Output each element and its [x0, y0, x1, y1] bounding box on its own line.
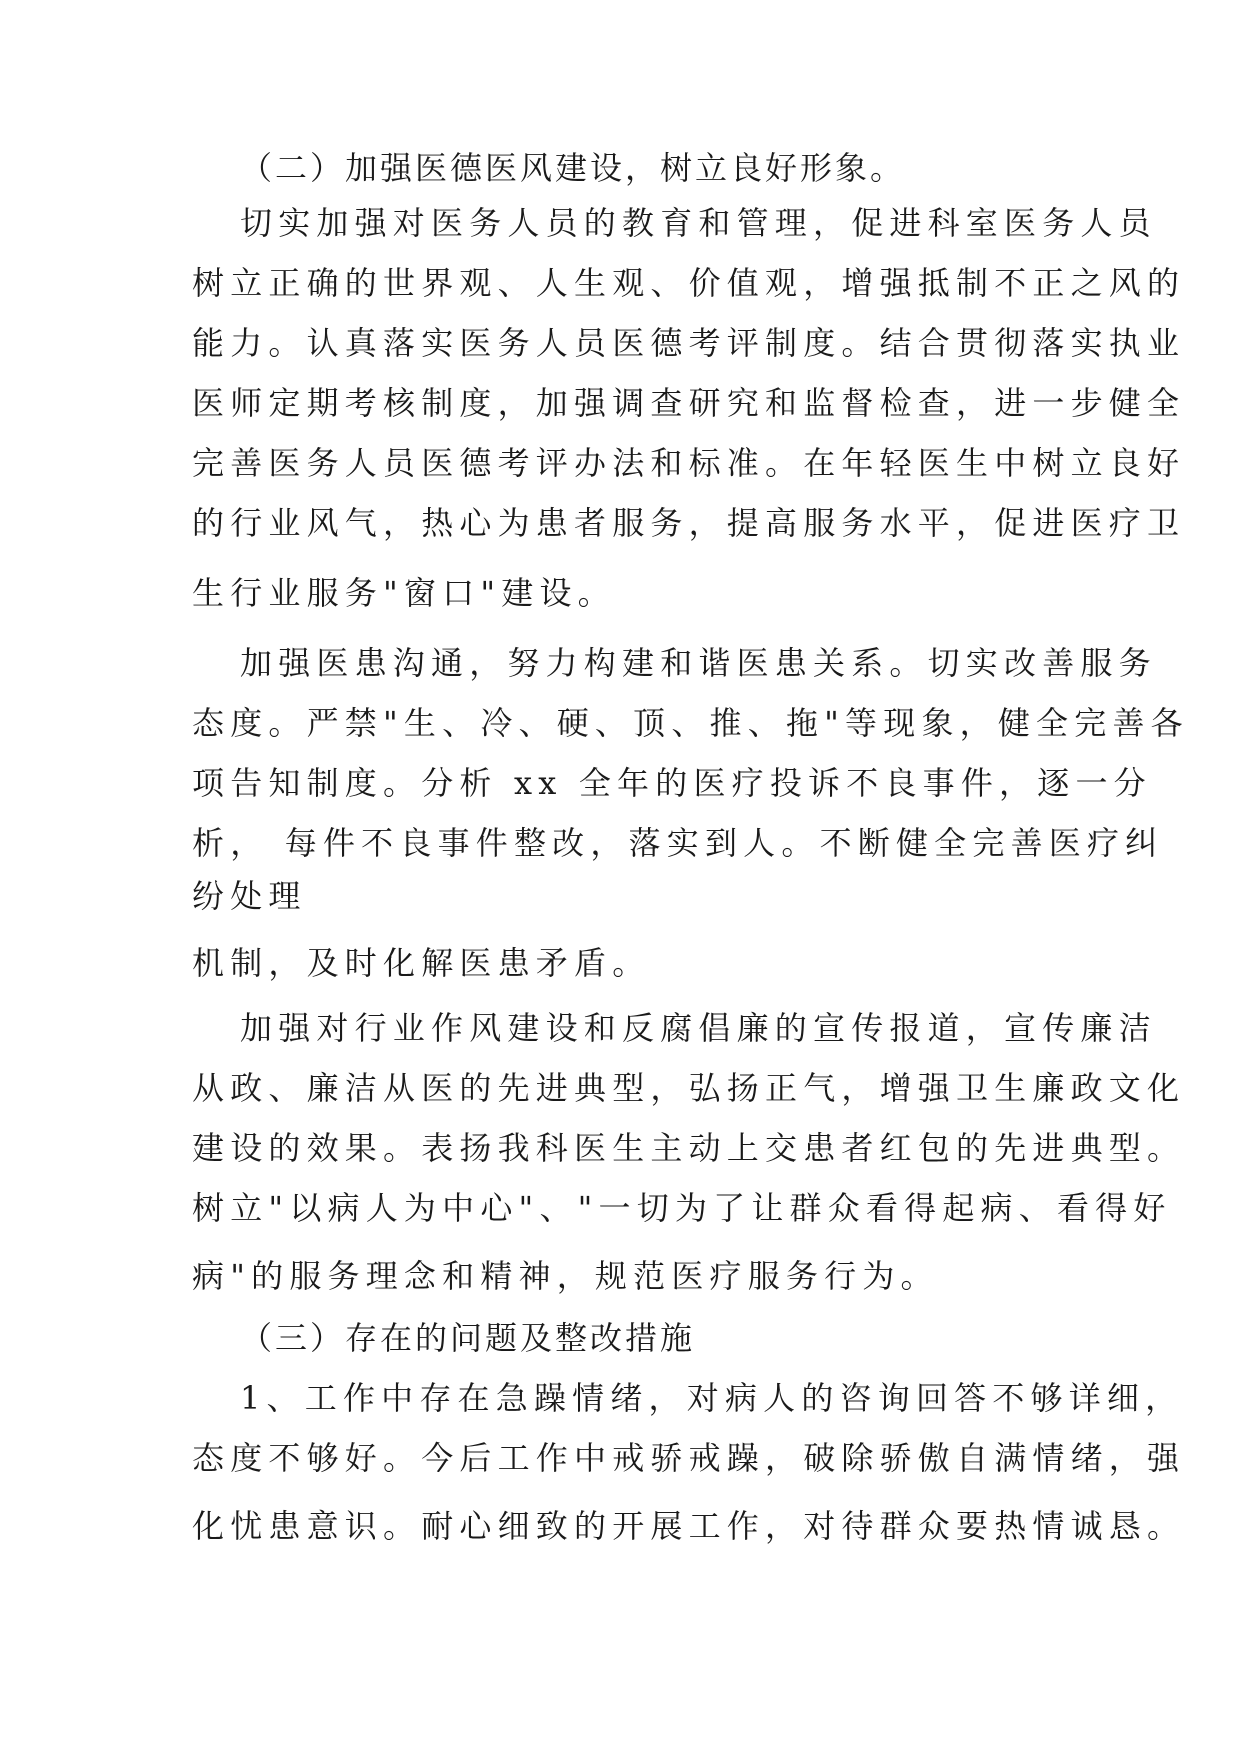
paragraph-line: 病"的服务理念和精神，规范医疗服务行为。 — [192, 1257, 939, 1295]
section-heading: （三）存在的问题及整改措施 — [240, 1319, 696, 1357]
paragraph-line: 完善医务人员医德考评办法和标准。在年轻医生中树立良好 — [192, 444, 1186, 482]
paragraph-line: 切实加强对医务人员的教育和管理，促进科室医务人员 — [240, 204, 1157, 242]
paragraph-line: 医师定期考核制度，加强调查研究和监督检查，进一步健全 — [192, 384, 1186, 422]
paragraph-line: 生行业服务"窗口"建设。 — [192, 574, 616, 612]
paragraph-line: 的行业风气，热心为患者服务，提高服务水平，促进医疗卫 — [192, 504, 1186, 542]
paragraph-line: 1、工作中存在急躁情绪，对病人的咨询回答不够详细， — [240, 1379, 1184, 1417]
paragraph-line: 从政、廉洁从医的先进典型，弘扬正气，增强卫生廉政文化 — [192, 1069, 1186, 1107]
paragraph-line: 析， 每件不良事件整改，落实到人。不断健全完善医疗纠 — [192, 824, 1164, 862]
paragraph-line: 能力。认真落实医务人员医德考评制度。结合贯彻落实执业 — [192, 324, 1186, 362]
paragraph-line: 化忧患意识。耐心细致的开展工作，对待群众要热情诚恳。 — [192, 1507, 1186, 1545]
paragraph-line: 树立正确的世界观、人生观、价值观，增强抵制不正之风的 — [192, 264, 1186, 302]
paragraph-line: 项告知制度。分析 xx 全年的医疗投诉不良事件，逐一分 — [192, 764, 1152, 802]
section-heading: （二）加强医德医风建设，树立良好形象。 — [240, 149, 906, 187]
paragraph-line: 机制，及时化解医患矛盾。 — [192, 944, 651, 982]
paragraph-line: 加强医患沟通，努力构建和谐医患关系。切实改善服务 — [240, 644, 1157, 682]
paragraph-line: 纷处理 — [192, 877, 307, 915]
paragraph-line: 建设的效果。表扬我科医生主动上交患者红包的先进典型。 — [192, 1129, 1186, 1167]
paragraph-line: 树立"以病人为中心"、"一切为了让群众看得起病、看得好 — [192, 1189, 1172, 1227]
paragraph-line: 加强对行业作风建设和反腐倡廉的宣传报道，宣传廉洁 — [240, 1009, 1157, 1047]
paragraph-line: 态度。严禁"生、冷、硬、顶、推、拖"等现象，健全完善各 — [192, 704, 1189, 742]
paragraph-line: 态度不够好。今后工作中戒骄戒躁，破除骄傲自满情绪，强 — [192, 1439, 1186, 1477]
